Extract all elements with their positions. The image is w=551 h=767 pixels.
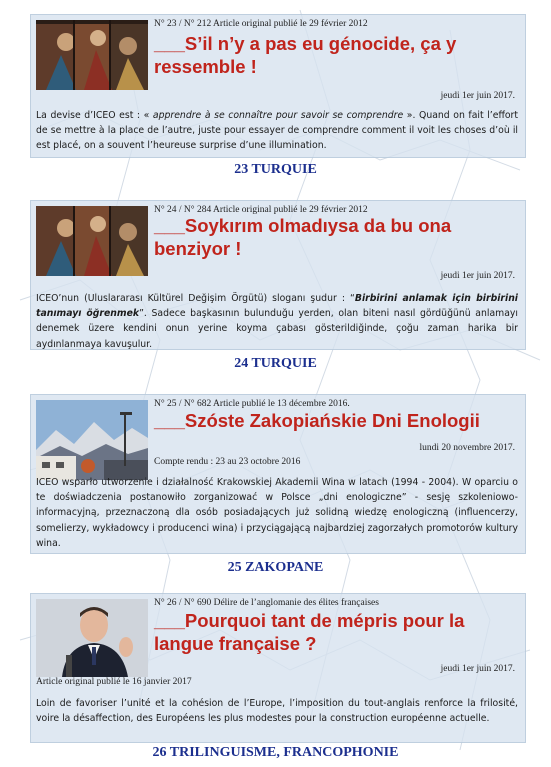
article-meta: N° 23 / N° 212 Article original publié le 29 février 2012 — [154, 19, 368, 29]
article-title[interactable]: ___Szóste Zakopiańskie Dni Enologii — [154, 410, 480, 431]
article-thumbnail[interactable] — [36, 400, 148, 480]
section-caption-23: 23 TURQUIE — [234, 162, 317, 177]
article-card-24[interactable] — [30, 200, 526, 350]
article-card-26[interactable] — [30, 593, 526, 743]
section-caption-24: 24 TURQUIE — [234, 356, 317, 371]
article-title[interactable]: ___Soykırım olmadıysa da bu ona benziyor ! — [154, 215, 452, 259]
article-date: jeudi 1er juin 2017. — [440, 664, 515, 674]
article-excerpt: La devise d’ICEO est : « apprendre à se connaître pour savoir se comprendre ». Quand on fait l’effort de se mettre à la place de l’autre, juste pour essayer de comprendre comment il voit les choses d’où il est placé, on a souvent l’heureuse surprise d’une illumination. — [36, 110, 519, 152]
speaker-portrait-photo-image — [36, 599, 148, 677]
article-excerpt: ICEO wsparło utworzenie i działalność Krakowskiej Akademii Wina w latach (1994 - 2004). W oparciu o te doświadczenia postanowiło zorganizować w Polsce „dni enologiczne” - sesję szkoleniowo-informacyjną, przeznaczoną dla osób posiadających już solidną wiedzę enologiczną (influencerzy, somelierzy, wykładowcy i producenci wina) i przyciągającą najbardziej zagorzałych promotorów kultury wina. — [36, 477, 518, 549]
mountain-town-photo-image — [36, 400, 148, 480]
article-excerpt: ICEO’nun (Uluslararası Kültürel Değişim Örgütü) sloganı şudur : “Birbirini anlamak için birbirini tanımayı öğrenmek”. Sadece başkasının bulunduğu yerden, olan biteni nasıl gördüğünü anlamayı denemek üzere kendini onun yerine koyma çabası gösterildiğinde, çoğu zaman harika bir aydınlanmaya kavuşulur. — [36, 293, 518, 350]
article-meta: N° 26 / N° 690 Délire de l’anglomanie des élites françaises — [154, 598, 379, 608]
article-date: lundi 20 novembre 2017. — [419, 443, 515, 453]
article-meta: N° 25 / N° 682 Article publié le 13 décembre 2016. — [154, 399, 350, 409]
stained-glass-painting-image — [36, 20, 148, 90]
article-title[interactable]: ___S’il n’y a pas eu génocide, ça y ressemble ! — [154, 33, 457, 77]
stained-glass-painting-image — [36, 206, 148, 276]
article-excerpt: Loin de favoriser l’unité et la cohésion de l’Europe, l’imposition du tout-anglais renforce la frilosité, voire la désaffection, des Européens les plus modestes pour la construction européenne actuelle. — [36, 698, 518, 725]
report-dates: Compte rendu : 23 au 23 octobre 2016 — [154, 457, 301, 467]
article-meta: N° 24 / N° 284 Article original publié le 29 février 2012 — [154, 205, 368, 215]
motto-text: apprendre à se connaître pour savoir se comprendre — [152, 110, 404, 121]
article-thumbnail[interactable] — [36, 20, 148, 90]
article-date: jeudi 1er juin 2017. — [440, 91, 515, 101]
article-title[interactable]: ___Pourquoi tant de mépris pour la langue française ? — [154, 610, 465, 654]
article-card-23[interactable] — [30, 14, 526, 158]
section-caption-26: 26 TRILINGUISME, FRANCOPHONIE — [152, 745, 399, 760]
original-publication-date: Article original publié le 16 janvier 2017 — [36, 677, 192, 687]
section-caption-25: 25 ZAKOPANE — [227, 560, 324, 575]
article-thumbnail[interactable] — [36, 206, 148, 276]
motto-text: Birbirini anlamak için birbirini tanımayı öğrenmek — [36, 293, 518, 320]
article-date: jeudi 1er juin 2017. — [440, 271, 515, 281]
article-card-25[interactable] — [30, 394, 526, 554]
article-thumbnail[interactable] — [36, 599, 148, 677]
